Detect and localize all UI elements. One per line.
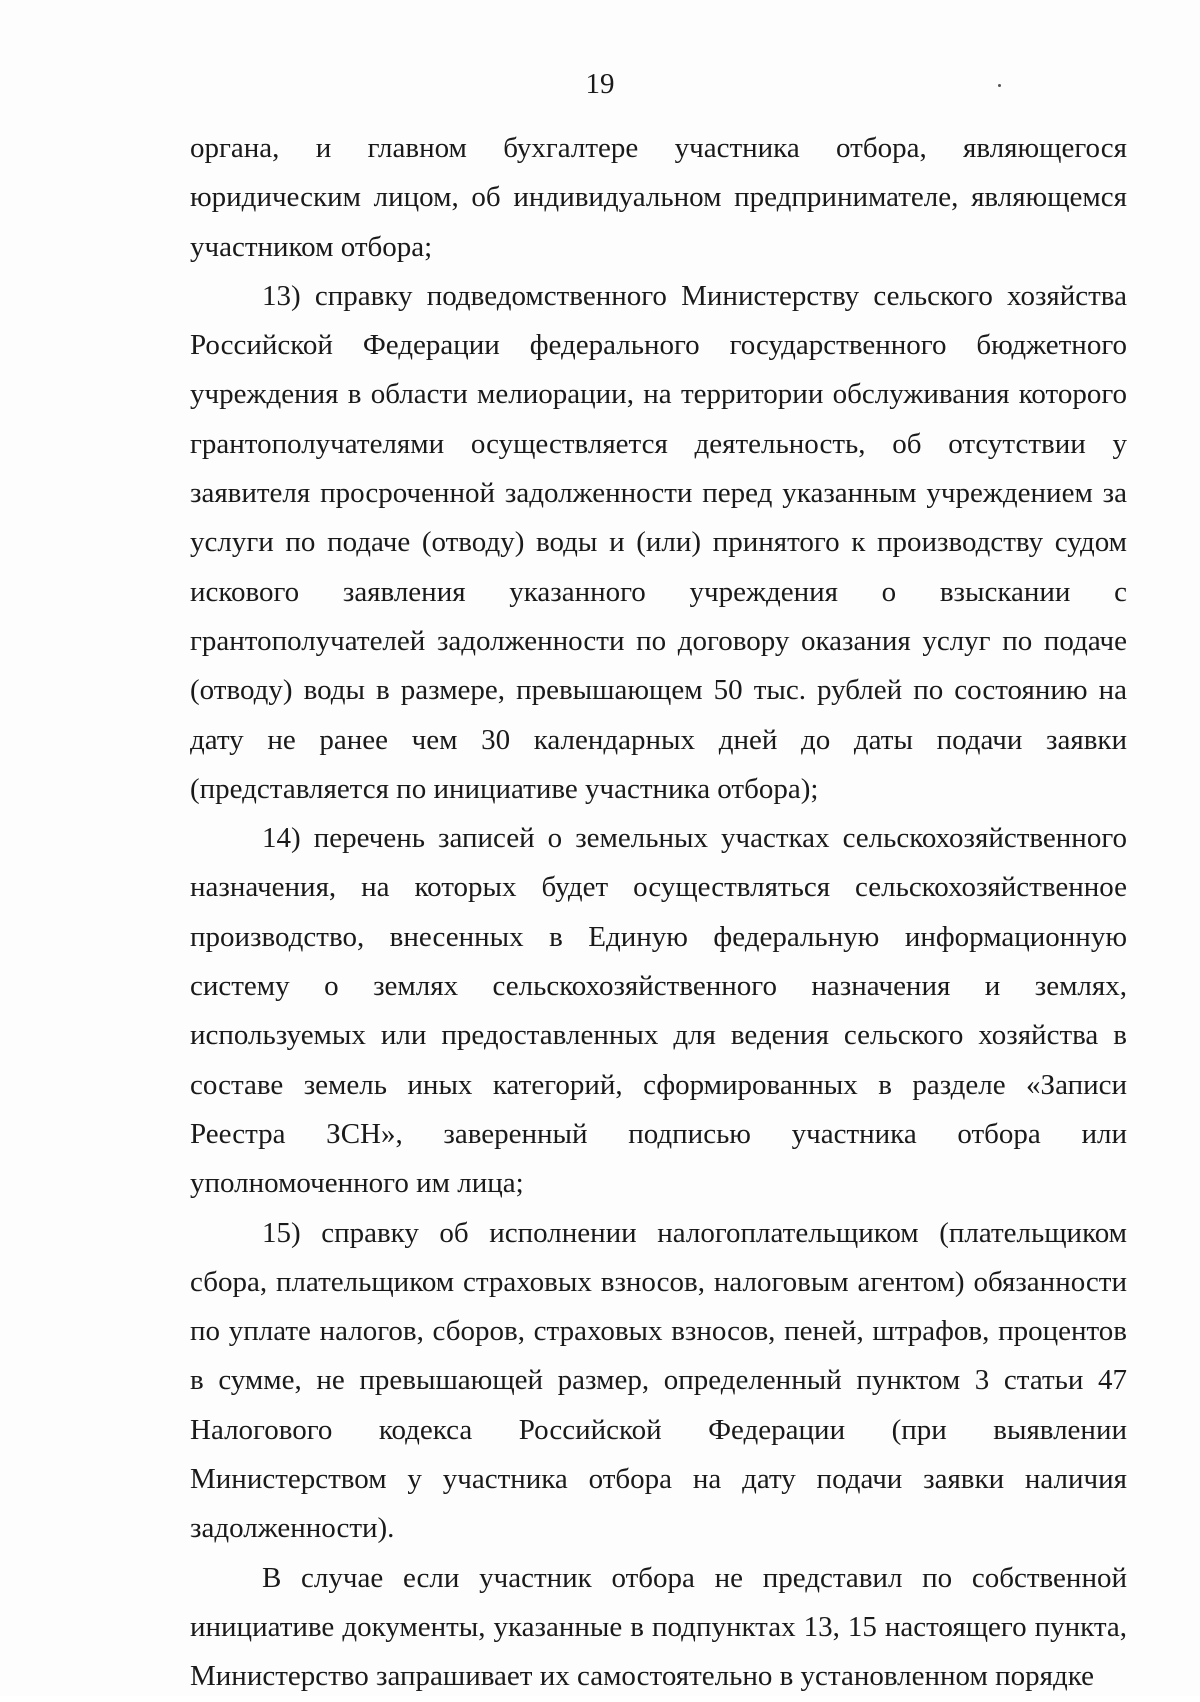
document-body — [190, 124, 1127, 1702]
paragraph-item-14: 14) перечень записей о земельных участках сельскохозяйственного назначения, на которых будет осуществляться сельскохозяйственное производство, внесенных в Единую федеральную информационную систему о землях сельскохозяйственного назначения и землях, используемых или предоставленных для ведения сельского хозяйства в составе земель иных категорий, сформированных в разделе «Записи Реестра ЗСН», заверенный подписью участника отбора или уполномоченного им лица; — [190, 822, 1127, 1200]
page-number: 19 — [585, 68, 615, 100]
scan-speck — [998, 84, 1001, 87]
paragraph-continuation: органа, и главном бухгалтере участника отбора, являющегося юридическим лицом, об индивидуальном предпринимателе, являющемся участником отбора; — [190, 132, 1127, 263]
paragraph-item-15: 15) справку об исполнении налогоплательщиком (плательщиком сбора, плательщиком страховых взносов, налоговым агентом) обязанности по уплате налогов, сборов, страховых взносов, пеней, штрафов, процентов в сумме, не превышающей размер, определенный пунктом 3 статьи 47 Налогового кодекса Российской Федерации (при выявлении Министерством у участника отбора на дату подачи заявки наличия задолженности). — [190, 1216, 1127, 1545]
paragraph-closing: В случае если участник отбора не представил по собственной инициативе документы, указанные в подпунктах 13, 15 настоящего пункта, Министерство запрашивает их самостоятельно в установленном порядке — [190, 1561, 1127, 1693]
paragraph-item-13: 13) справку подведомственного Министерству сельского хозяйства Российской Федерации федерального государственного бюджетного учреждения в области мелиорации, на территории обслуживания которого грантополучателями осуществляется деятельность, об отсутствии у заявителя просроченной задолженности перед указанным учреждением за услуги по подаче (отводу) воды и (или) принятого к производству судом искового заявления указанного учреждения о взыскании с грантополучателей задолженности по договору оказания услуг по подаче (отводу) воды в размере, превышающем 50 тыс. рублей по состоянию на дату не ранее чем 30 календарных дней до даты подачи заявки (представляется по инициативе участника отбора); — [190, 279, 1127, 805]
